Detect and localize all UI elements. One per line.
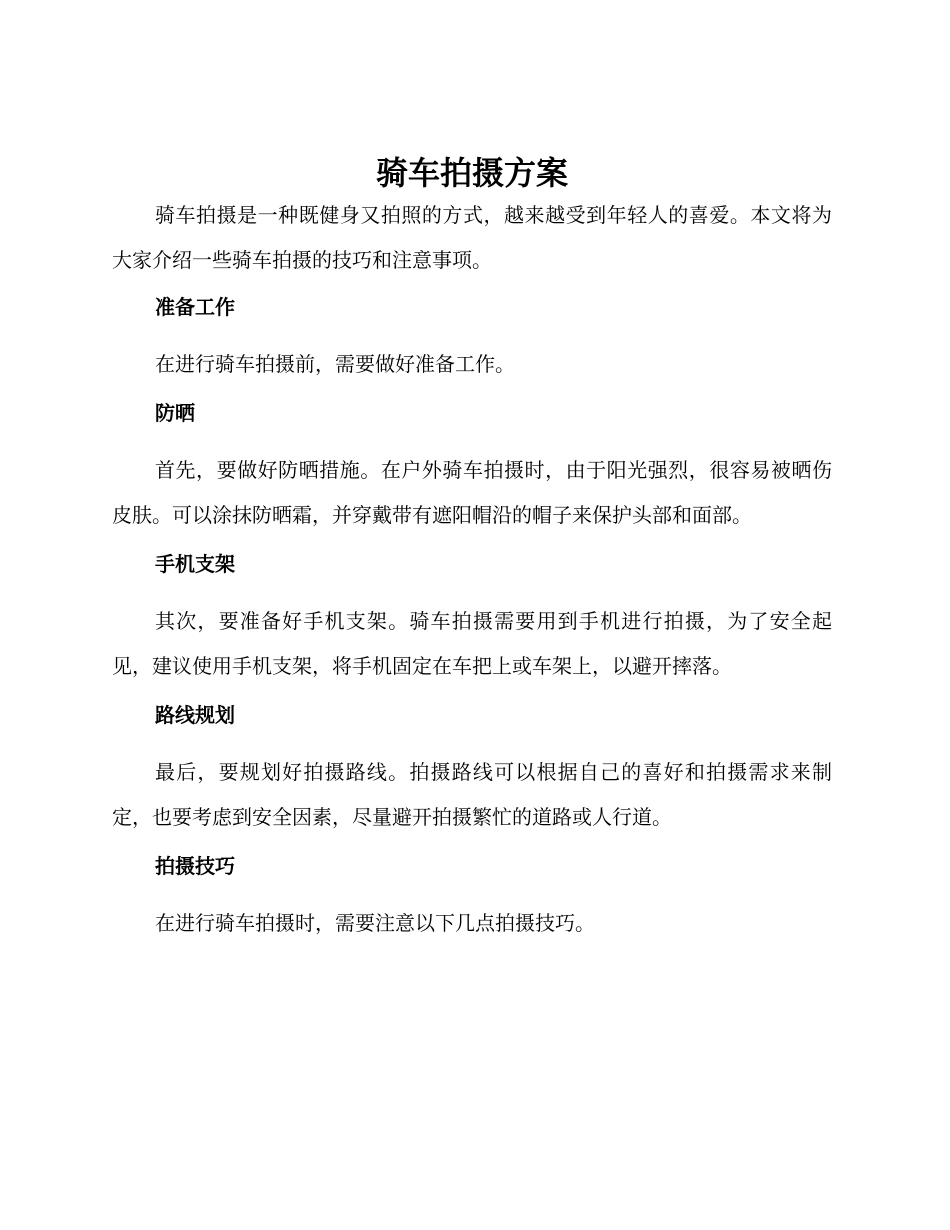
page-title: 骑车拍摄方案 bbox=[375, 154, 568, 192]
section-heading-preparation: 准备工作 bbox=[155, 295, 235, 319]
intro-paragraph: 骑车拍摄是一种既健身又拍照的方式，越来越受到年轻人的喜爱。本文将为大家介绍一些骑车拍摄的技巧和注意事项。 bbox=[112, 203, 832, 272]
section-body-preparation: 在进行骑车拍摄前，需要做好准备工作。 bbox=[155, 352, 515, 376]
section-heading-shooting-tips: 拍摄技巧 bbox=[155, 854, 235, 878]
section-heading-route-planning: 路线规划 bbox=[155, 703, 235, 727]
section-body-route-planning: 最后，要规划好拍摄路线。拍摄路线可以根据自己的喜好和拍摄需求来制定，也要考虑到安全因素，尽量避开拍摄繁忙的道路或人行道。 bbox=[112, 760, 832, 829]
section-heading-phone-mount: 手机支架 bbox=[155, 552, 235, 576]
section-body-shooting-tips: 在进行骑车拍摄时，需要注意以下几点拍摄技巧。 bbox=[155, 911, 595, 935]
section-body-phone-mount: 其次，要准备好手机支架。骑车拍摄需要用到手机进行拍摄，为了安全起见，建议使用手机支架，将手机固定在车把上或车架上，以避开摔落。 bbox=[112, 609, 832, 678]
section-body-sunscreen: 首先，要做好防晒措施。在户外骑车拍摄时，由于阳光强烈，很容易被晒伤皮肤。可以涂抹防晒霜，并穿戴带有遮阳帽沿的帽子来保护头部和面部。 bbox=[112, 458, 832, 527]
section-heading-sunscreen: 防晒 bbox=[155, 401, 195, 425]
document-page bbox=[112, 150, 832, 946]
